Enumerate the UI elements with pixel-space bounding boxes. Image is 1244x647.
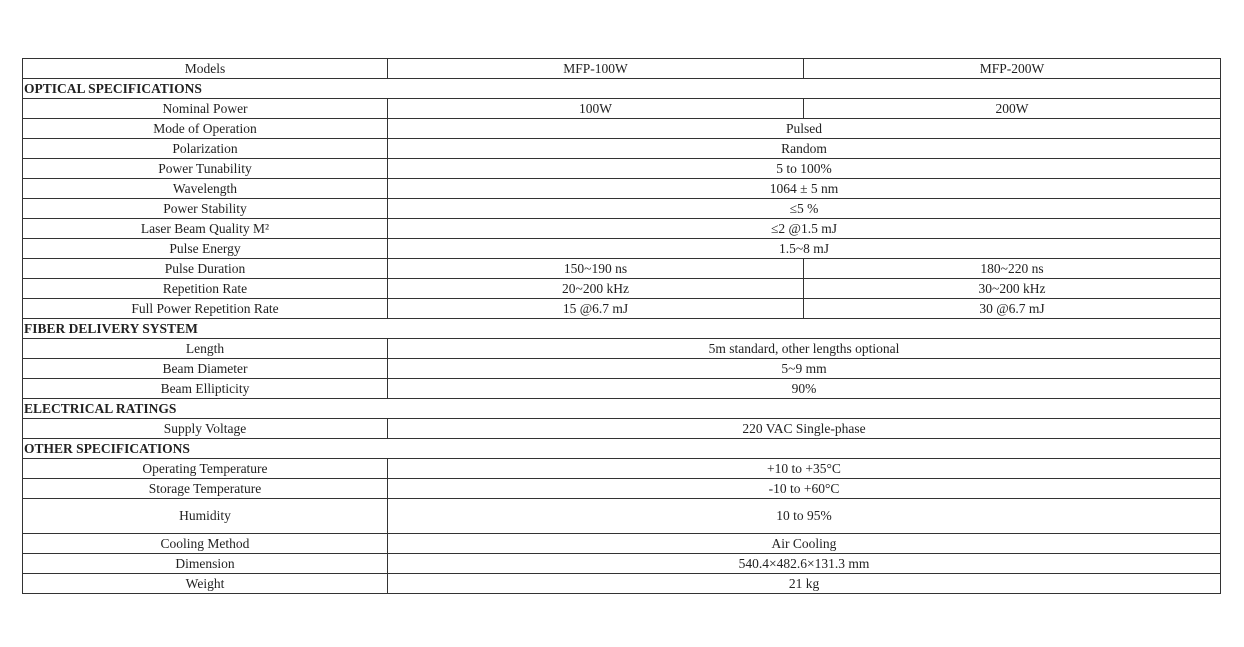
spec-table-body: [23, 79, 1221, 594]
section-title: FIBER DELIVERY SYSTEM: [23, 319, 1221, 339]
spec-row: [23, 239, 1221, 259]
spec-value-cell-shared: 10 to 95%: [388, 499, 1221, 534]
spec-row: [23, 219, 1221, 239]
spec-label-cell: Pulse Energy: [23, 239, 388, 259]
spec-row: [23, 179, 1221, 199]
section-header-row: [23, 319, 1221, 339]
spec-value-cell-model-1: 15 @6.7 mJ: [388, 299, 804, 319]
spec-value-cell-model-1: 20~200 kHz: [388, 279, 804, 299]
spec-label-cell: Repetition Rate: [23, 279, 388, 299]
spec-row: [23, 459, 1221, 479]
spec-value-cell-shared: 90%: [388, 379, 1221, 399]
spec-value-cell-shared: ≤2 @1.5 mJ: [388, 219, 1221, 239]
spec-row: [23, 379, 1221, 399]
section-title: OTHER SPECIFICATIONS: [23, 439, 1221, 459]
spec-row: [23, 279, 1221, 299]
section-header-row: [23, 79, 1221, 99]
spec-row: [23, 259, 1221, 279]
spec-label-cell: Power Stability: [23, 199, 388, 219]
header-model-2: MFP-200W: [804, 59, 1221, 79]
spec-value-cell-shared: 540.4×482.6×131.3 mm: [388, 554, 1221, 574]
spec-row: [23, 534, 1221, 554]
spec-table-container: [22, 58, 1220, 594]
spec-value-cell-model-2: 200W: [804, 99, 1221, 119]
spec-row: [23, 574, 1221, 594]
spec-value-cell-model-2: 30 @6.7 mJ: [804, 299, 1221, 319]
spec-label-cell: Cooling Method: [23, 534, 388, 554]
spec-value-cell-shared: 220 VAC Single-phase: [388, 419, 1221, 439]
spec-label-cell: Wavelength: [23, 179, 388, 199]
spec-label-cell: Supply Voltage: [23, 419, 388, 439]
spec-row: [23, 479, 1221, 499]
spec-row: [23, 99, 1221, 119]
spec-row: [23, 199, 1221, 219]
spec-value-cell-shared: ≤5 %: [388, 199, 1221, 219]
spec-label-cell: Weight: [23, 574, 388, 594]
spec-value-cell-shared: 1064 ± 5 nm: [388, 179, 1221, 199]
spec-label-cell: Beam Ellipticity: [23, 379, 388, 399]
header-model-1: MFP-100W: [388, 59, 804, 79]
spec-label-cell: Beam Diameter: [23, 359, 388, 379]
spec-label-cell: Dimension: [23, 554, 388, 574]
spec-value-cell-shared: -10 to +60°C: [388, 479, 1221, 499]
header-row: [23, 59, 1221, 79]
spec-label-cell: Length: [23, 339, 388, 359]
spec-value-cell-model-1: 100W: [388, 99, 804, 119]
header-label-cell: Models: [23, 59, 388, 79]
spec-label-cell: Power Tunability: [23, 159, 388, 179]
spec-value-cell-shared: 5m standard, other lengths optional: [388, 339, 1221, 359]
spec-label-cell: Operating Temperature: [23, 459, 388, 479]
spec-label-cell: Mode of Operation: [23, 119, 388, 139]
spec-row: [23, 159, 1221, 179]
spec-row: [23, 139, 1221, 159]
spec-row: [23, 339, 1221, 359]
spec-row: [23, 499, 1221, 534]
spec-label-cell: Storage Temperature: [23, 479, 388, 499]
spec-table: [22, 58, 1221, 594]
spec-value-cell-shared: Pulsed: [388, 119, 1221, 139]
spec-value-cell-shared: 21 kg: [388, 574, 1221, 594]
spec-label-cell: Full Power Repetition Rate: [23, 299, 388, 319]
spec-value-cell-shared: Air Cooling: [388, 534, 1221, 554]
spec-value-cell-shared: 1.5~8 mJ: [388, 239, 1221, 259]
spec-value-cell-shared: 5 to 100%: [388, 159, 1221, 179]
section-title: ELECTRICAL RATINGS: [23, 399, 1221, 419]
spec-row: [23, 359, 1221, 379]
spec-row: [23, 299, 1221, 319]
spec-label-cell: Laser Beam Quality M²: [23, 219, 388, 239]
spec-value-cell-model-2: 180~220 ns: [804, 259, 1221, 279]
spec-value-cell-shared: +10 to +35°C: [388, 459, 1221, 479]
spec-label-cell: Polarization: [23, 139, 388, 159]
section-header-row: [23, 399, 1221, 419]
section-title: OPTICAL SPECIFICATIONS: [23, 79, 1221, 99]
spec-value-cell-shared: 5~9 mm: [388, 359, 1221, 379]
spec-value-cell-model-1: 150~190 ns: [388, 259, 804, 279]
spec-label-cell: Nominal Power: [23, 99, 388, 119]
spec-value-cell-model-2: 30~200 kHz: [804, 279, 1221, 299]
spec-value-cell-shared: Random: [388, 139, 1221, 159]
section-header-row: [23, 439, 1221, 459]
spec-row: [23, 119, 1221, 139]
spec-row: [23, 419, 1221, 439]
spec-row: [23, 554, 1221, 574]
spec-label-cell: Humidity: [23, 499, 388, 534]
spec-label-cell: Pulse Duration: [23, 259, 388, 279]
